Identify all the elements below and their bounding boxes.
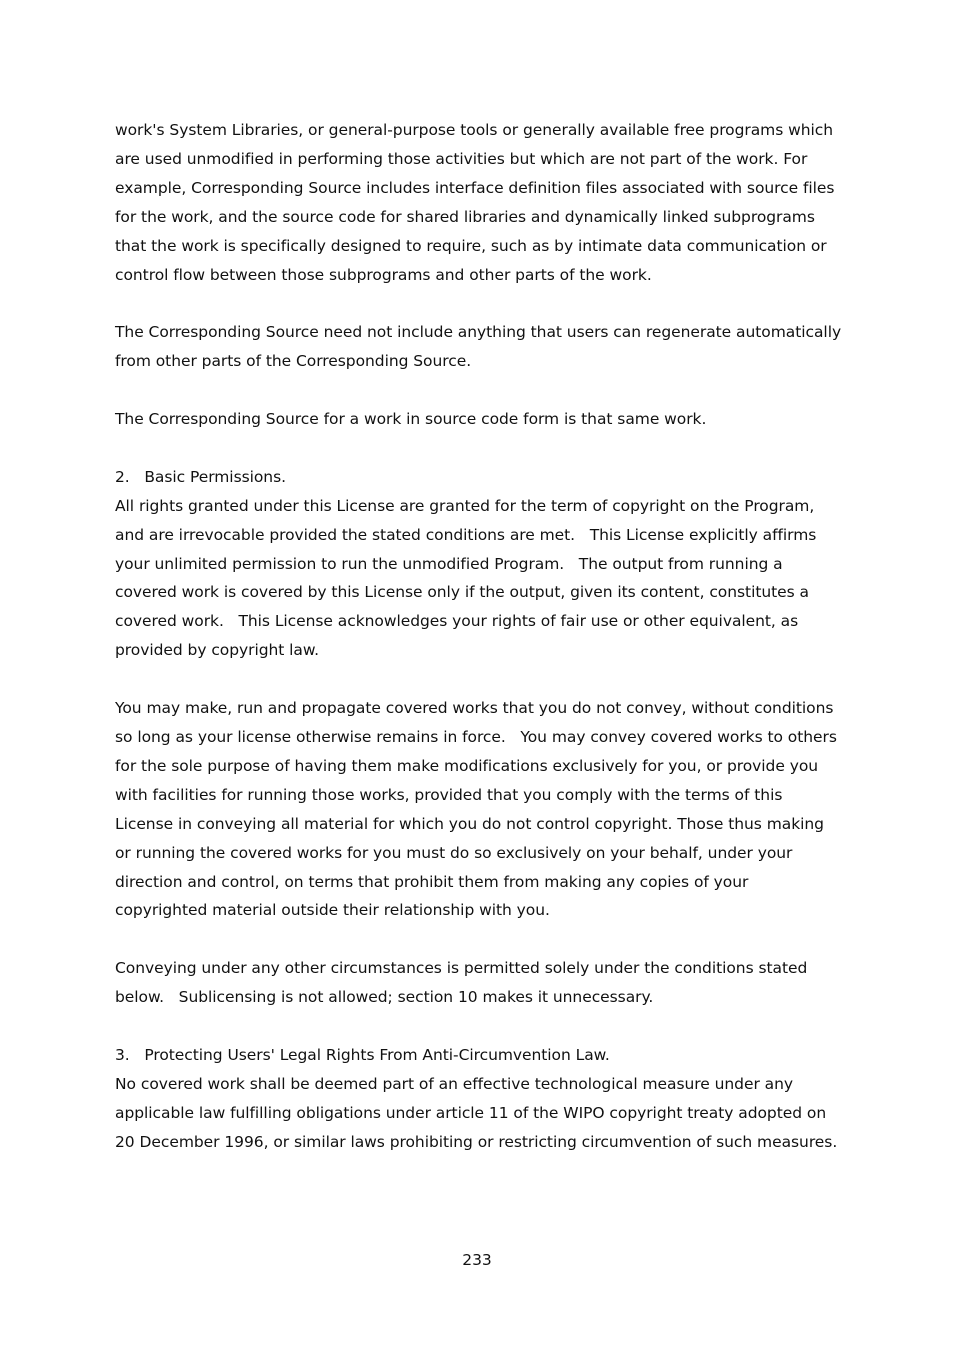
paragraph-rights-granted: All rights granted under this License are granted for the term of copyright on the Program, and are irrevocable provided the stated conditions are met. This License explicitly affirms your unlimited permission to run the unmodified Program. The output from running a covered work is covered by this License only if the output, given its content, constitutes a covered work. This License acknowledges your rights of fair use or other equivalent, as provided by copyright law. — [115, 496, 817, 660]
document-body — [115, 116, 843, 1185]
paragraph-source-code-form: The Corresponding Source for a work in source code form is that same work. — [115, 410, 707, 429]
paragraph-regenerate-source: The Corresponding Source need not include anything that users can regenerate automatically from other parts of the Corresponding Source. — [115, 323, 842, 371]
section-heading-basic-permissions: 2. Basic Permissions. — [115, 467, 286, 486]
paragraph-technological-measure: No covered work shall be deemed part of an effective technological measure under any applicable law fulfilling obligations under article 11 of the WIPO copyright treaty adopted on 20 December 1996, or similar laws prohibiting or restricting circumvention of such measures. — [115, 1074, 838, 1151]
paragraph-conveying-circumstances: Conveying under any other circumstances is permitted solely under the conditions stated below. Sublicensing is not allowed; section 10 makes it unnecessary. — [115, 959, 808, 1007]
paragraph-corresponding-source-definition: work's System Libraries, or general-purpose tools or generally available free programs which are used unmodified in performing those activities but which are not part of the work. For example, Corresponding Source includes interface definition files associated with source files for the work, and the source code for shared libraries and dynamically linked subprograms that the work is specifically designed to require, such as by intimate data communication or control flow between those subprograms and other parts of the work. — [115, 121, 835, 284]
paragraph-covered-works: You may make, run and propagate covered works that you do not convey, without conditions so long as your license otherwise remains in force. You may convey covered works to others for the sole purpose of having them make modifications exclusively for you, or provide you with facilities for running those works, provided that you comply with the terms of this License in conveying all material for which you do not control copyright. Those thus making or running the covered works for you must do so exclusively on your behalf, under your direction and control, on terms that prohibit them from making any copies of your copyrighted material outside their relationship with you. — [115, 699, 837, 920]
section-heading-anti-circumvention: 3. Protecting Users' Legal Rights From Anti-Circumvention Law. — [115, 1045, 610, 1064]
page-number: 233 — [462, 1251, 492, 1269]
